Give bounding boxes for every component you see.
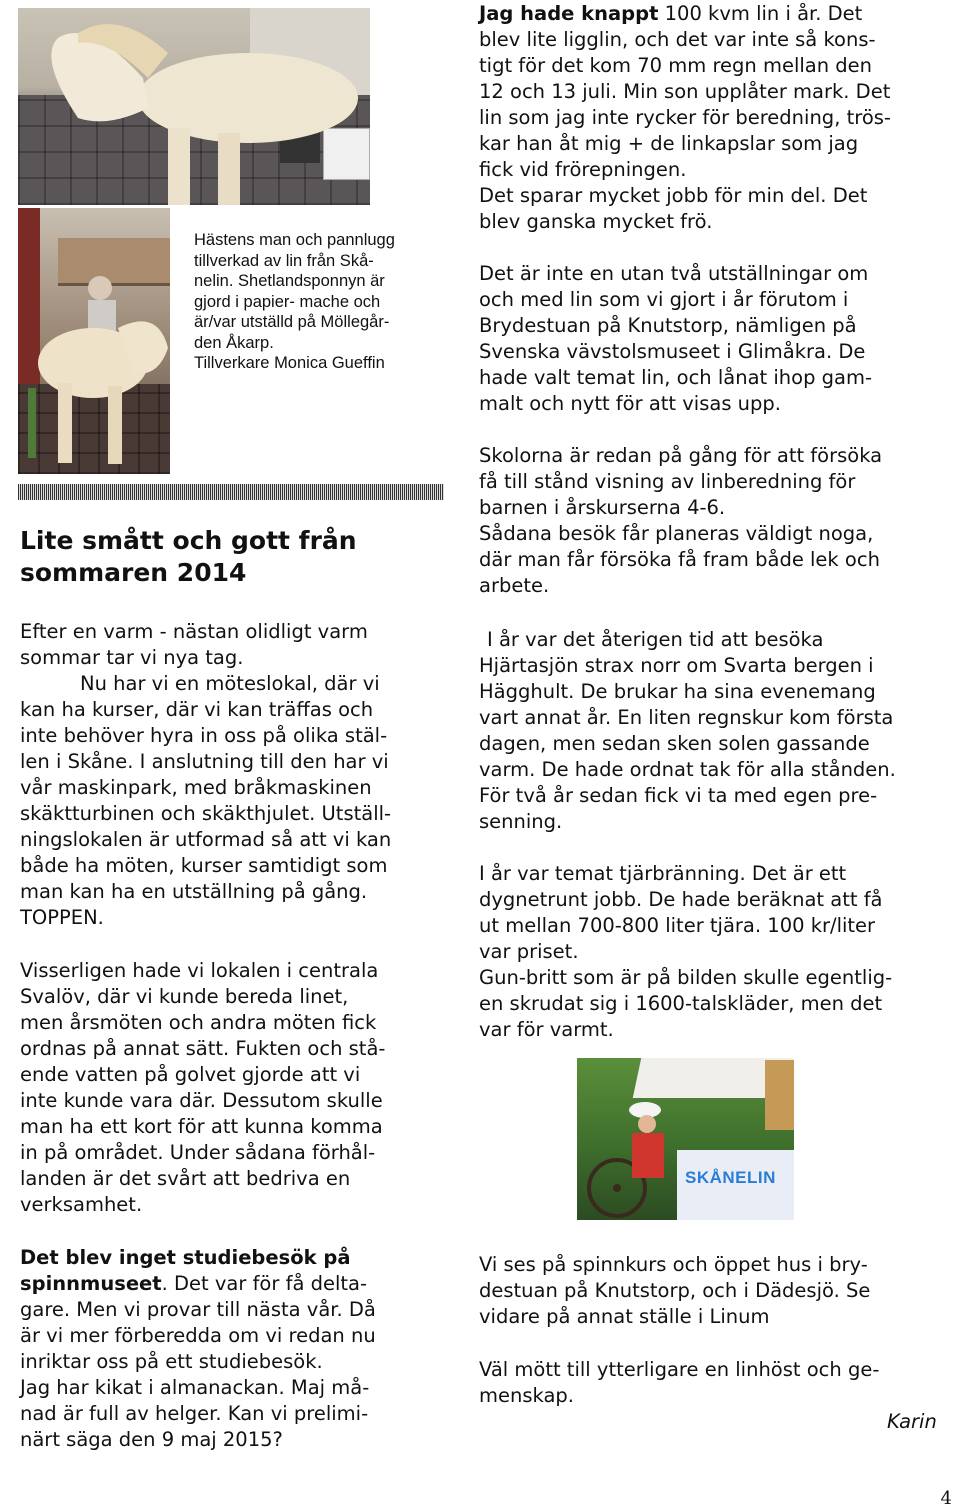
left-paragraph-2: Visserligen hade vi lokalen i centrala Svalöv, där vi kunde bereda linet, men årsmöten och andra möten fick ordnas på annat sätt. Fukten och stå- ende vatten på golvet gjorde att vi inte kunde vara där. Dessutom skulle man ha ett kort för att kunna komma in på området. Under sådana förhål- landen är det svårt att bedriva en verksamhet. — [20, 959, 386, 1216]
right-paragraph-7: Väl mött till ytterligare en linhöst och ge- menskap. — [479, 1358, 880, 1407]
left-paragraph-1: Efter en varm - nästan olidligt varm sommar tar vi nya tag. Nu har vi en möteslokal, där vi kan ha kurser, där vi kan träffas och inte behöver hyra in oss på olika stäl- len i Skåne. I anslutning till den har vi vår maskinpark, med bråkmaskinen skäktturbinen och skäkthjulet. Utställ- ningslokalen är utformad så att vi kan både ha möten, kurser samtidigt som man kan ha en utställning på gång. TOPPEN. — [20, 620, 392, 929]
photo-horse-in-stall — [18, 8, 370, 205]
pony-icon — [18, 208, 170, 474]
right-paragraph-4: I år var det återigen tid att besöka Hjärtasjön strax norr om Svarta bergen i Hägghult. De brukar ha sina evenemang vart annat år. En liten regnskur kom första dagen, men sedan sken solen gassande varm. De hade ordnat tak för alla stånden. För två år sedan fick vi ta med egen pre- senning. — [479, 628, 896, 833]
photo-woman-with-pony — [18, 208, 170, 474]
right-paragraph-2: Det är inte en utan två utställningar om och med lin som vi gjort i år förutom i Brydestuan på Knutstorp, nämligen på Svenska vävstolsmuseet i Glimåkra. De hade valt temat lin, och lånat ihop gam- malt och nytt för att visas upp. — [479, 262, 873, 415]
right-paragraph-5: I år var temat tjärbränning. Det är ett dygnetrunt jobb. De hade beräknat att få ut mellan 700-800 liter tjära. 100 kr/liter var priset. Gun-britt som är på bilden skulle egentlig- en skrudat sig i 1600-talskläder, men det var för varmt. — [479, 862, 893, 1041]
right-paragraph-3: Skolorna är redan på gång för att försöka få till stånd visning av linberedning för barnen i årskurserna 4-6. Sådana besök får planeras väldigt noga, där man får försöka få fram både lek och arbete. — [479, 444, 883, 597]
page-number: 4 — [940, 1488, 952, 1509]
photo-spinning-wheel — [577, 1058, 794, 1220]
signature: Karin — [887, 1410, 937, 1433]
right-paragraph-6: Vi ses på spinnkurs och öppet hus i bry- destuan på Knutstorp, och i Dädesjö. Se vidare på annat ställe i Linum — [479, 1253, 871, 1328]
photo-caption: Hästens man och pannlugg tillverkad av lin från Skå- nelin. Shetlandsponnyn är gjord i papier- mache och är/var utställd på Möllegår- den Åkarp. Tillverkare Monica Gueffin — [194, 231, 395, 372]
decorative-divider — [18, 484, 444, 500]
right-paragraph-1: Jag hade knappt 100 kvm lin i år. Det blev lite ligglin, och det var inte så kons- tigt för det kom 70 mm regn mellan den 12 och 13 juli. Min son upplåter mark. Det lin som jag inte rycker för beredning, trös- kar han åt mig + de linkapslar som jag fick vid frörepningen. Det sparar mycket jobb för min del. Det blev ganska mycket frö. — [479, 2, 891, 233]
skanelin-sign: SKÅNELIN — [685, 1168, 776, 1187]
horse-icon — [18, 8, 370, 205]
left-paragraph-3: Det blev inget studiebesök på spinnmuseet. Det var för få delta- gare. Men vi provar till nästa vår. Då är vi mer förberedda om vi redan nu inriktar oss på ett studiebesök. Jag har kikat i almanackan. Maj må- nad är full av helger. Kan vi prelimi- närt säga den 9 maj 2015? — [20, 1246, 376, 1451]
section-heading: Lite smått och gott från sommaren 2014 — [20, 526, 357, 587]
spinning-wheel-icon — [577, 1058, 794, 1220]
